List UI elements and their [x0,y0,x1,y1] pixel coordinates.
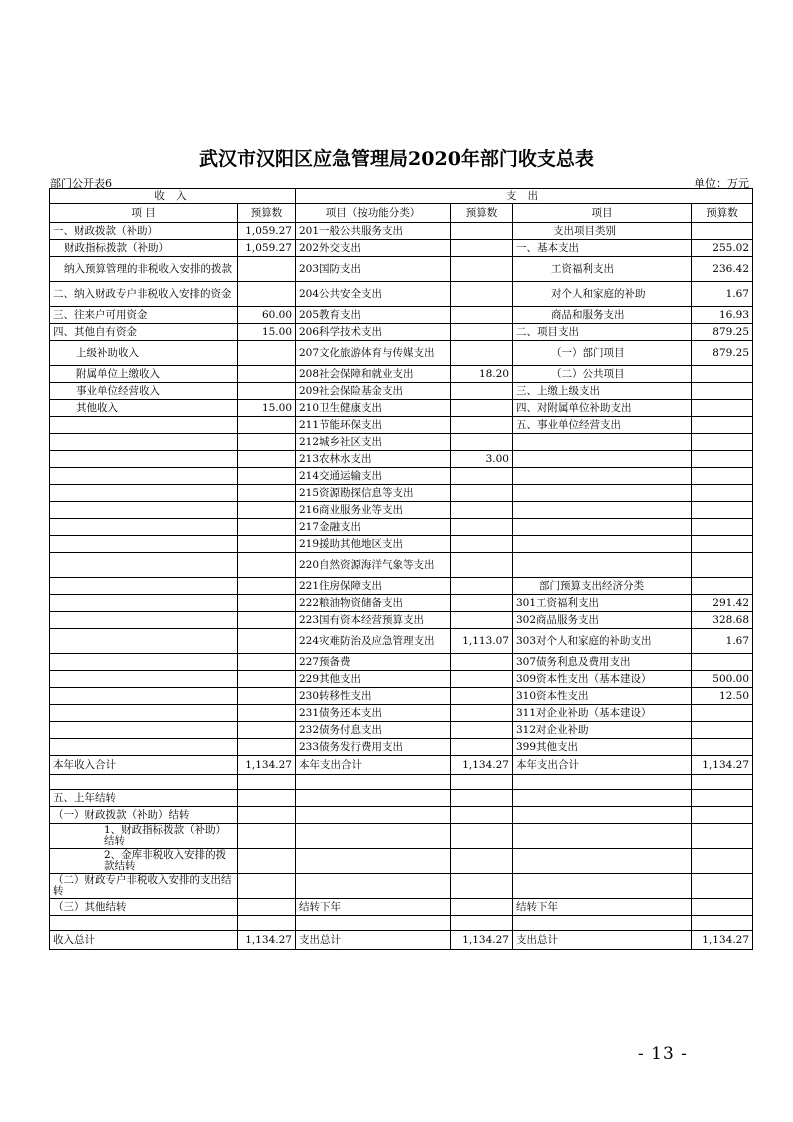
budget-amount-cell [692,417,753,434]
budget-amount-cell [692,874,753,899]
item-cell [513,519,692,536]
table-row [50,257,753,282]
table-row [50,578,753,595]
table-row [50,775,753,790]
table-row [50,282,753,307]
table-row [50,536,753,553]
item-cell: 支出项目类别 [513,223,692,240]
item-cell [513,434,692,451]
item-cell: 220自然资源海洋气象等支出 [296,553,451,578]
item-cell: 四、其他自有资金 [50,324,238,341]
budget-amount-cell [451,553,513,578]
item-cell: 232债务付息支出 [296,722,451,739]
table-row [50,468,753,485]
item-cell [50,595,238,612]
table-row [50,553,753,578]
table-row [50,629,753,654]
budget-amount-cell [238,595,296,612]
table-row [50,916,753,931]
budget-amount-cell [451,595,513,612]
table-row [50,223,753,240]
budget-amount-cell [692,451,753,468]
column-header-budget: 预算数 [238,204,296,223]
item-cell: （二）公共项目 [513,366,692,383]
budget-amount-cell [451,536,513,553]
item-cell: 215资源勘探信息等支出 [296,485,451,502]
budget-amount-cell: 879.25 [692,324,753,341]
budget-amount-cell [692,502,753,519]
budget-amount-cell [451,240,513,257]
budget-amount-cell [238,383,296,400]
budget-amount-cell: 500.00 [692,671,753,688]
budget-amount-cell: 1.67 [692,629,753,654]
item-cell: 201一般公共服务支出 [296,223,451,240]
budget-amount-cell [692,790,753,807]
budget-amount-cell [238,553,296,578]
budget-amount-cell [238,654,296,671]
item-cell [513,807,692,824]
item-cell: 本年收入合计 [50,756,238,775]
item-cell: 财政指标拨款（补助） [50,240,238,257]
budget-amount-cell [238,688,296,705]
budget-amount-cell [692,849,753,874]
item-cell: 三、上缴上级支出 [513,383,692,400]
table-row [50,519,753,536]
budget-amount-cell [451,578,513,595]
item-cell: 399其他支出 [513,739,692,756]
budget-amount-cell [238,366,296,383]
table-label: 部门公开表6 [50,177,112,190]
budget-amount-cell [451,671,513,688]
budget-amount-cell [451,775,513,790]
budget-amount-cell: 1,134.27 [451,756,513,775]
table-row [50,595,753,612]
income-header: 收 入 [50,189,296,204]
item-cell: 一、财政拨款（补助） [50,223,238,240]
item-cell: 310资本性支出 [513,688,692,705]
item-cell: 307债务利息及费用支出 [513,654,692,671]
item-cell [50,417,238,434]
item-cell: 附属单位上缴收入 [50,366,238,383]
budget-amount-cell [692,916,753,931]
item-cell: 204公共安全支出 [296,282,451,307]
budget-amount-cell [238,775,296,790]
table-row [50,722,753,739]
item-cell: 311对企业补助（基本建设） [513,705,692,722]
budget-amount-cell [238,417,296,434]
budget-amount-cell [692,468,753,485]
budget-amount-cell [451,341,513,366]
item-cell [50,722,238,739]
table-row [50,612,753,629]
item-cell [50,739,238,756]
item-cell [513,824,692,849]
budget-amount-cell [238,468,296,485]
item-cell: 214交通运输支出 [296,468,451,485]
column-header-function-item: 项目（按功能分类） [296,204,451,223]
item-cell: 二、项目支出 [513,324,692,341]
budget-amount-cell: 1,134.27 [451,931,513,950]
item-cell [513,775,692,790]
table-row [50,417,753,434]
item-cell [50,671,238,688]
table-row [50,451,753,468]
item-cell [296,807,451,824]
budget-amount-cell: 1,134.27 [238,931,296,950]
budget-amount-cell [692,775,753,790]
table-row [50,739,753,756]
budget-amount-cell [238,451,296,468]
table-column-header-row [50,204,753,223]
item-cell: 207文化旅游体育与传媒支出 [296,341,451,366]
item-cell [50,502,238,519]
item-cell [513,790,692,807]
item-cell [296,874,451,899]
budget-amount-cell [451,654,513,671]
column-header-budget: 预算数 [692,204,753,223]
budget-amount-cell [238,519,296,536]
table-row [50,807,753,824]
budget-amount-cell [692,485,753,502]
budget-amount-cell [692,383,753,400]
budget-amount-cell [451,400,513,417]
item-cell: （三）其他结转 [50,899,238,916]
budget-amount-cell [451,899,513,916]
budget-amount-cell [451,468,513,485]
budget-amount-cell [692,807,753,824]
budget-amount-cell [238,434,296,451]
budget-amount-cell [238,257,296,282]
item-cell: 三、往来户可用资金 [50,307,238,324]
item-cell: 227预备费 [296,654,451,671]
item-cell [513,468,692,485]
item-cell [50,612,238,629]
budget-amount-cell [451,824,513,849]
budget-amount-cell: 1,059.27 [238,240,296,257]
item-cell: （二）财政专户非税收入安排的支出结转 [50,874,238,899]
table-row [50,849,753,874]
budget-summary-table [49,188,753,950]
budget-amount-cell: 15.00 [238,400,296,417]
item-cell: 312对企业补助 [513,722,692,739]
item-cell: 对个人和家庭的补助 [513,282,692,307]
item-cell: 213农林水支出 [296,451,451,468]
item-cell [50,485,238,502]
budget-amount-cell: 18.20 [451,366,513,383]
budget-amount-cell [238,739,296,756]
budget-amount-cell [451,223,513,240]
budget-amount-cell [238,536,296,553]
item-cell: 五、上年结转 [50,790,238,807]
budget-amount-cell [451,383,513,400]
item-cell: 217金融支出 [296,519,451,536]
table-row [50,899,753,916]
budget-amount-cell [451,722,513,739]
table-row [50,790,753,807]
budget-amount-cell: 1.67 [692,282,753,307]
column-header-item: 项 目 [50,204,238,223]
item-cell: 上级补助收入 [50,341,238,366]
budget-amount-cell [451,916,513,931]
item-cell: 部门预算支出经济分类 [513,578,692,595]
item-cell: 1、财政指标拨款（补助）结转 [50,824,238,849]
item-cell: 309资本性支出（基本建设） [513,671,692,688]
item-cell: 303对个人和家庭的补助支出 [513,629,692,654]
item-cell: 事业单位经营收入 [50,383,238,400]
budget-amount-cell [692,400,753,417]
item-cell: 一、基本支出 [513,240,692,257]
budget-amount-cell [238,485,296,502]
budget-amount-cell [451,790,513,807]
budget-amount-cell [692,654,753,671]
budget-amount-cell: 1,134.27 [692,756,753,775]
table-row [50,824,753,849]
page-number: - 13 - [638,1044,688,1064]
table-row [50,434,753,451]
item-cell: 302商品服务支出 [513,612,692,629]
budget-amount-cell [451,739,513,756]
item-cell: 208社会保障和就业支出 [296,366,451,383]
item-cell: 工资福利支出 [513,257,692,282]
item-cell: 221住房保障支出 [296,578,451,595]
table-row [50,756,753,775]
item-cell: 301工资福利支出 [513,595,692,612]
table-row [50,502,753,519]
budget-amount-cell [238,874,296,899]
item-cell: （一）部门项目 [513,341,692,366]
item-cell [513,874,692,899]
item-cell [296,790,451,807]
item-cell: 商品和服务支出 [513,307,692,324]
item-cell [513,536,692,553]
item-cell: 结转下年 [296,899,451,916]
item-cell [50,536,238,553]
item-cell [296,916,451,931]
unit-label: 单位：万元 [694,177,749,190]
item-cell [296,824,451,849]
budget-amount-cell: 12.50 [692,688,753,705]
item-cell: 203国防支出 [296,257,451,282]
item-cell: 209社会保险基金支出 [296,383,451,400]
budget-amount-cell [238,807,296,824]
item-cell: 222粮油物资储备支出 [296,595,451,612]
item-cell [513,451,692,468]
item-cell: 纳入预算管理的非税收入安排的拨款 [50,257,238,282]
budget-amount-cell [451,502,513,519]
budget-amount-cell [238,671,296,688]
budget-amount-cell [238,899,296,916]
budget-amount-cell [451,519,513,536]
item-cell: 223国有资本经营预算支出 [296,612,451,629]
item-cell [513,502,692,519]
budget-amount-cell [238,629,296,654]
budget-amount-cell: 328.68 [692,612,753,629]
item-cell [50,705,238,722]
budget-amount-cell [238,502,296,519]
table-row [50,341,753,366]
item-cell: 本年支出合计 [513,756,692,775]
item-cell [50,629,238,654]
budget-amount-cell: 879.25 [692,341,753,366]
item-cell: 229其他支出 [296,671,451,688]
table-row [50,705,753,722]
budget-amount-cell: 1,134.27 [692,931,753,950]
budget-amount-cell [238,849,296,874]
budget-amount-cell [692,434,753,451]
document-title: 武汉市汉阳区应急管理局2020年部门收支总表 [199,148,594,170]
item-cell [513,485,692,502]
budget-amount-cell [451,324,513,341]
item-cell: 216商业服务业等支出 [296,502,451,519]
table-row [50,671,753,688]
budget-amount-cell: 3.00 [451,451,513,468]
budget-amount-cell [692,553,753,578]
item-cell [50,451,238,468]
item-cell [296,775,451,790]
budget-amount-cell [692,739,753,756]
item-cell: 四、对附属单位补助支出 [513,400,692,417]
table-row [50,688,753,705]
budget-amount-cell [451,688,513,705]
item-cell [513,849,692,874]
item-cell [50,553,238,578]
budget-amount-cell [238,790,296,807]
budget-amount-cell [692,705,753,722]
item-cell [50,688,238,705]
budget-amount-cell [451,257,513,282]
budget-amount-cell [692,899,753,916]
budget-amount-cell [692,519,753,536]
item-cell: 其他收入 [50,400,238,417]
item-cell: 本年支出合计 [296,756,451,775]
budget-amount-cell: 255.02 [692,240,753,257]
table-body [50,223,753,950]
item-cell [50,775,238,790]
budget-amount-cell [692,223,753,240]
table-row [50,931,753,950]
item-cell: 202外交支出 [296,240,451,257]
item-cell: 2、金库非税收入安排的拨款结转 [50,849,238,874]
table-row [50,366,753,383]
budget-amount-cell [451,874,513,899]
budget-amount-cell [238,282,296,307]
item-cell [50,654,238,671]
budget-amount-cell [238,916,296,931]
budget-amount-cell [451,807,513,824]
budget-amount-cell: 291.42 [692,595,753,612]
item-cell [50,519,238,536]
budget-amount-cell [238,705,296,722]
budget-amount-cell: 60.00 [238,307,296,324]
table-header-group-row [50,189,753,204]
item-cell [50,434,238,451]
budget-amount-cell [238,612,296,629]
column-header-budget: 预算数 [451,204,513,223]
item-cell: 205教育支出 [296,307,451,324]
item-cell [50,916,238,931]
table-row [50,400,753,417]
budget-amount-cell: 15.00 [238,324,296,341]
budget-amount-cell [238,824,296,849]
item-cell: 230转移性支出 [296,688,451,705]
table-row [50,307,753,324]
item-cell: 219援助其他地区支出 [296,536,451,553]
budget-amount-cell [451,849,513,874]
expense-header: 支 出 [296,189,753,204]
budget-amount-cell [238,722,296,739]
item-cell: 收入总计 [50,931,238,950]
item-cell: 支出总计 [513,931,692,950]
budget-amount-cell [692,366,753,383]
item-cell: 231债务还本支出 [296,705,451,722]
budget-amount-cell: 236.42 [692,257,753,282]
budget-amount-cell [451,307,513,324]
item-cell [50,468,238,485]
column-header-item: 项目 [513,204,692,223]
item-cell: 212城乡社区支出 [296,434,451,451]
budget-amount-cell [692,536,753,553]
table-row [50,654,753,671]
table-row [50,383,753,400]
item-cell: 206科学技术支出 [296,324,451,341]
budget-amount-cell [451,434,513,451]
item-cell: 二、纳入财政专户非税收入安排的资金 [50,282,238,307]
item-cell: 结转下年 [513,899,692,916]
item-cell: 五、事业单位经营支出 [513,417,692,434]
budget-amount-cell [451,705,513,722]
item-cell [50,578,238,595]
item-cell: 224灾难防治及应急管理支出 [296,629,451,654]
item-cell [513,553,692,578]
budget-amount-cell [692,578,753,595]
budget-amount-cell: 1,113.07 [451,629,513,654]
item-cell: 211节能环保支出 [296,417,451,434]
budget-amount-cell [451,282,513,307]
item-cell: （一）财政拨款（补助）结转 [50,807,238,824]
budget-amount-cell [451,485,513,502]
budget-amount-cell [451,417,513,434]
table-row [50,485,753,502]
budget-amount-cell: 1,059.27 [238,223,296,240]
table-row [50,324,753,341]
table-row [50,240,753,257]
budget-amount-cell [692,722,753,739]
budget-amount-cell [451,612,513,629]
item-cell: 210卫生健康支出 [296,400,451,417]
budget-amount-cell: 16.93 [692,307,753,324]
budget-amount-cell [238,341,296,366]
budget-amount-cell: 1,134.27 [238,756,296,775]
budget-amount-cell [238,578,296,595]
table-row [50,874,753,899]
item-cell [296,849,451,874]
budget-amount-cell [692,824,753,849]
item-cell: 支出总计 [296,931,451,950]
item-cell: 233债务发行费用支出 [296,739,451,756]
item-cell [513,916,692,931]
